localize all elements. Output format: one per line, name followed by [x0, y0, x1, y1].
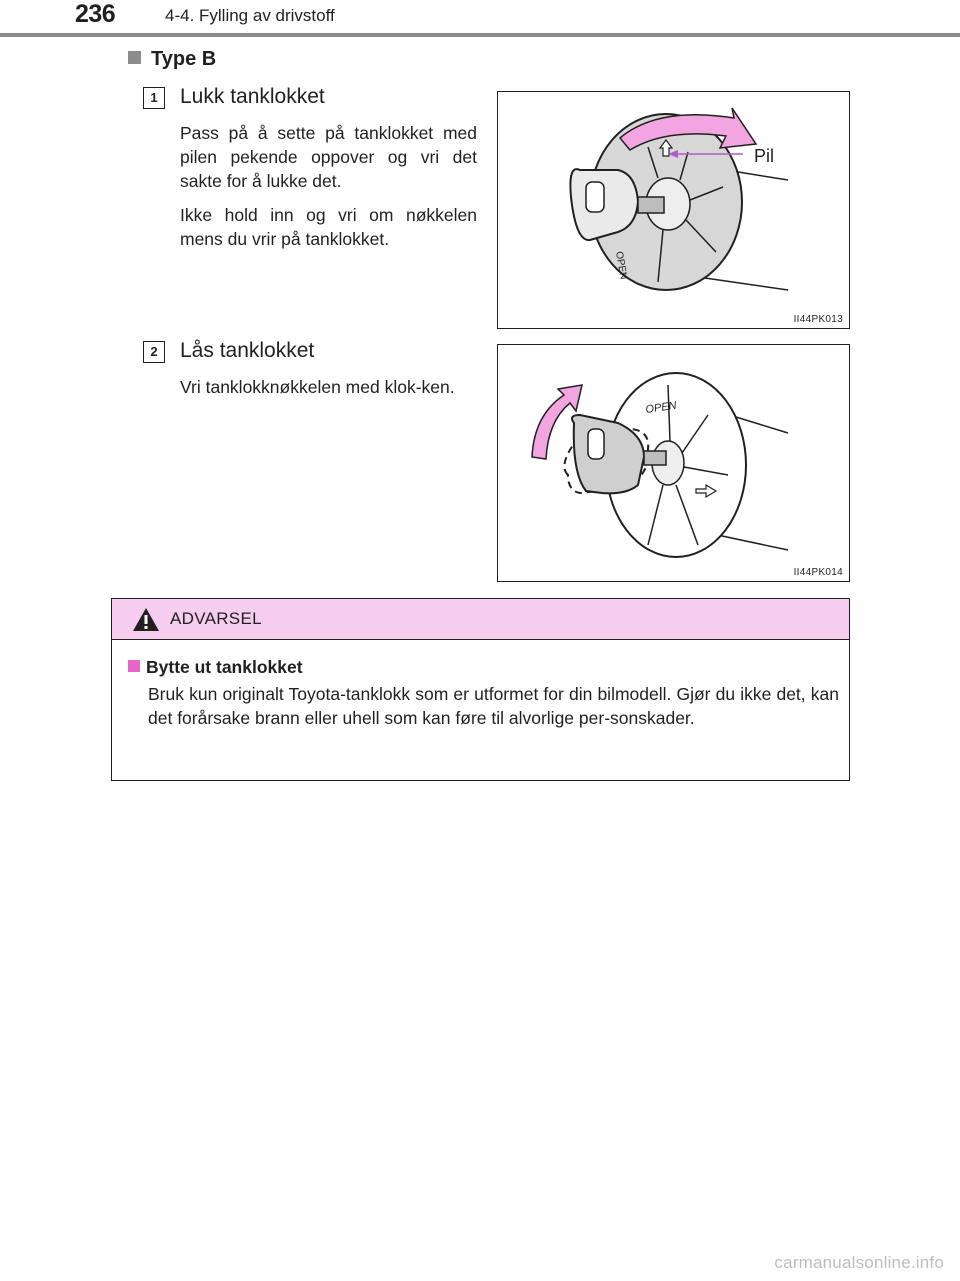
step-1-paragraph-1: Pass på å sette på tanklokket med pilen pekende oppover og vri det sakte for å lukke det.	[180, 123, 477, 191]
footer-watermark: carmanualsonline.info	[774, 1253, 944, 1272]
page-number: 236	[75, 0, 116, 28]
figure-lock-fuel-cap	[497, 344, 850, 582]
square-bullet-icon	[128, 660, 140, 672]
cap-open-text: OPEN	[644, 399, 678, 416]
warning-subheading	[128, 657, 303, 678]
step-number-1: 1	[143, 87, 165, 109]
warning-header	[112, 599, 849, 640]
header-divider	[0, 33, 960, 37]
warning-text: Bruk kun originalt Toyota-tanklokk som er utformet for din bilmodell. Gjør du ikke det, kan det forårsake brann eller uhell som kan føre til alvorlige per-sonskader.	[148, 684, 839, 728]
figure-code: II44PK013	[793, 314, 843, 325]
warning-box	[111, 598, 850, 781]
arrow-callout-label: Pil	[754, 146, 775, 166]
step-number-2: 2	[143, 341, 165, 363]
section-heading-text: Type B	[151, 48, 217, 70]
figure-code: II44PK014	[793, 567, 843, 578]
step-2-title: Lås tanklokket	[180, 339, 315, 362]
fuel-cap-closing-illustration	[498, 92, 849, 328]
figure-close-fuel-cap	[497, 91, 850, 329]
step-2-paragraph-1: Vri tanklokknøkkelen med klok-ken.	[180, 377, 455, 397]
fuel-cap-locking-illustration	[498, 345, 849, 581]
step-1-paragraph-2: Ikke hold inn og vri om nøkkelen mens du vrir på tanklokket.	[180, 205, 477, 249]
warning-triangle-icon	[132, 607, 160, 632]
chapter-title: 4-4. Fylling av drivstoff	[165, 6, 335, 25]
square-bullet-icon	[128, 51, 141, 64]
section-heading	[128, 48, 216, 71]
step-1-title: Lukk tanklokket	[180, 85, 325, 108]
cap-open-text: OPEN	[613, 250, 629, 281]
warning-title: ADVARSEL	[170, 609, 262, 628]
warning-subheading-text: Bytte ut tanklokket	[146, 657, 303, 677]
